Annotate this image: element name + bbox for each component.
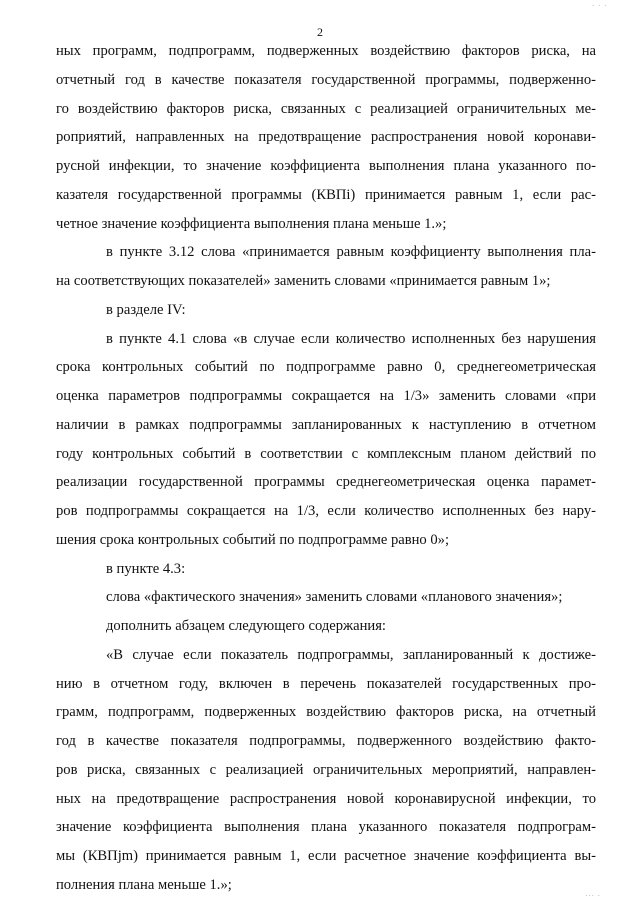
- text-line: «В случае если показатель подпрограммы, запланированный к достиже-: [106, 646, 596, 663]
- text-line: в пункте 4.1 слова «в случае если количество исполненных без нарушения: [106, 330, 596, 347]
- text-line: отчетный год в качестве показателя государственной программы, подверженно-: [56, 71, 596, 88]
- text-line: оценка параметров подпрограммы сокращается на 1/3» заменить словами «при: [56, 388, 596, 404]
- text-line: русной инфекции, то значение коэффициента выполнения плана указанного по-: [56, 158, 596, 174]
- page-number: 2: [317, 25, 323, 39]
- text-line: в пункте 4.3:: [106, 560, 186, 577]
- text-line: значение коэффициента выполнения плана указанного показателя подпрограм-: [56, 819, 596, 836]
- text-line: срока контрольных событий по подпрограмме равно 0, среднегеометрическая: [56, 359, 596, 376]
- text-line: шения срока контрольных событий по подпрограмме равно 0»;: [56, 531, 450, 548]
- text-line: на соответствующих показателей» заменить словами «принимается равным 1»;: [56, 273, 551, 289]
- document-body: [56, 37, 596, 900]
- text-line: год в качестве показателя подпрограммы, подверженного воздействию факто-: [56, 733, 596, 749]
- text-line: мы (КВПjm) принимается равным 1, если расчетное значение коэффициента вы-: [56, 848, 596, 864]
- text-line: четное значение коэффициента выполнения плана меньше 1.»;: [56, 215, 447, 232]
- text-line: грамм, подпрограмм, подверженных воздействию факторов риска, на отчетный: [56, 704, 596, 721]
- text-line: наличии в рамках подпрограммы запланированных к наступлению в отчетном: [56, 416, 596, 433]
- text-line: слова «фактического значения» заменить словами «планового значения»;: [106, 589, 563, 606]
- text-line: ров подпрограммы сокращается на 1/3, если количество исполненных без нару-: [56, 503, 596, 519]
- text-line: году контрольных событий в соответствии с комплексным планом действий по: [56, 445, 596, 462]
- text-line: го воздействию факторов риска, связанных с реализацией ограничительных ме-: [56, 100, 596, 117]
- text-line: нию в отчетном году, включен в перечень показателей государственных про-: [56, 675, 596, 692]
- text-line: роприятий, направленных на предотвращение распространения новой коронави-: [56, 129, 596, 146]
- text-line: в разделе IV:: [106, 301, 186, 318]
- text-line: ров риска, связанных с реализацией ограничительных мероприятий, направлен-: [56, 761, 596, 778]
- text-line: полнения плана меньше 1.»;: [56, 876, 232, 893]
- text-line: ных на предотвращение распространения новой коронавирусной инфекции, то: [56, 790, 596, 807]
- text-line: дополнить абзацем следующего содержания:: [106, 618, 386, 634]
- text-line: казателя государственной программы (КВПi) принимается равным 1, если рас-: [56, 186, 596, 203]
- scan-corner-mark-top: · · ·: [592, 2, 608, 10]
- text-line: в пункте 3.12 слова «принимается равным коэффициенту выполнения пла-: [106, 244, 596, 261]
- text-line: ных программ, подпрограмм, подверженных воздействию факторов риска, на: [56, 43, 596, 59]
- text-line: реализации государственной программы среднегеометрическая оценка парамет-: [56, 474, 596, 491]
- scan-corner-mark-bottom: ··· ·: [585, 892, 602, 900]
